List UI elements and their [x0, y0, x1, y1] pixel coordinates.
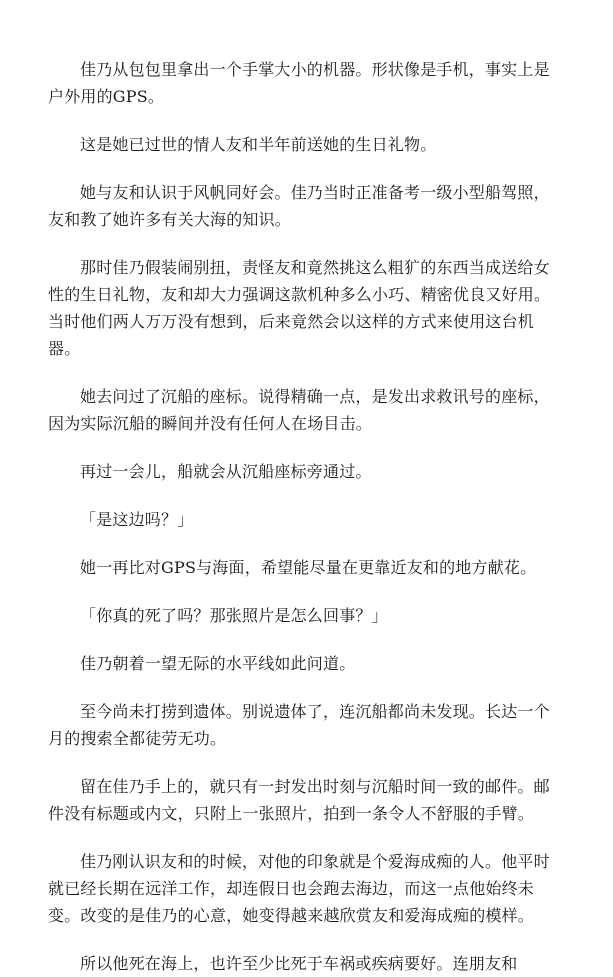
paragraph: 那时佳乃假装闹别扭，责怪友和竟然挑这么粗犷的东西当成送给女性的生日礼物，友和却大力强调这款机种多么小巧、精密优良又好用。当时他们两人万万没有想到，后来竟然会以这样的方式来使用这台机器。 [48, 258, 551, 358]
paragraph: 佳乃朝着一望无际的水平线如此问道。 [80, 654, 356, 673]
paragraph: 佳乃刚认识友和的时候，对他的印象就是个爱海成痴的人。他平时就已经长期在远洋工作，却连假日也会跑去海边，而这一点他始终未变。改变的是佳乃的心意，她变得越来越欣赏友和爱海成痴的模样。 [48, 852, 550, 925]
paragraph: 佳乃从包包里拿出一个手掌大小的机器。形状像是手机，事实上是户外用的GPS。 [48, 60, 550, 106]
paragraph: 再过一会儿，船就会从沉船座标旁通过。 [80, 462, 372, 481]
paragraph: 她一再比对GPS与海面，希望能尽量在更靠近友和的地方献花。 [80, 558, 537, 577]
paragraph: 所以他死在海上，也许至少比死于车祸或疾病要好。连朋友和 [80, 954, 518, 973]
paragraph: 至今尚未打捞到遗体。别说遗体了，连沉船都尚未发现。长达一个月的搜索全都徒劳无功。 [48, 702, 550, 748]
dialogue-line: 「你真的死了吗？那张照片是怎么回事？」 [80, 606, 388, 625]
dialogue-line: 「是这边吗？」 [80, 510, 194, 529]
paragraph: 她去问过了沉船的座标。说得精确一点，是发出求救讯号的座标，因为实际沉船的瞬间并没有任何人在场目击。 [48, 387, 550, 433]
paragraph: 这是她已过世的情人友和半年前送她的生日礼物。 [80, 135, 437, 154]
paragraph: 她与友和认识于风帆同好会。佳乃当时正准备考一级小型船驾照，友和教了她许多有关大海的知识。 [48, 183, 550, 229]
paragraph: 留在佳乃手上的，就只有一封发出时刻与沉船时间一致的邮件。邮件没有标题或内文，只附上一张照片，拍到一条令人不舒服的手臂。 [48, 777, 550, 823]
